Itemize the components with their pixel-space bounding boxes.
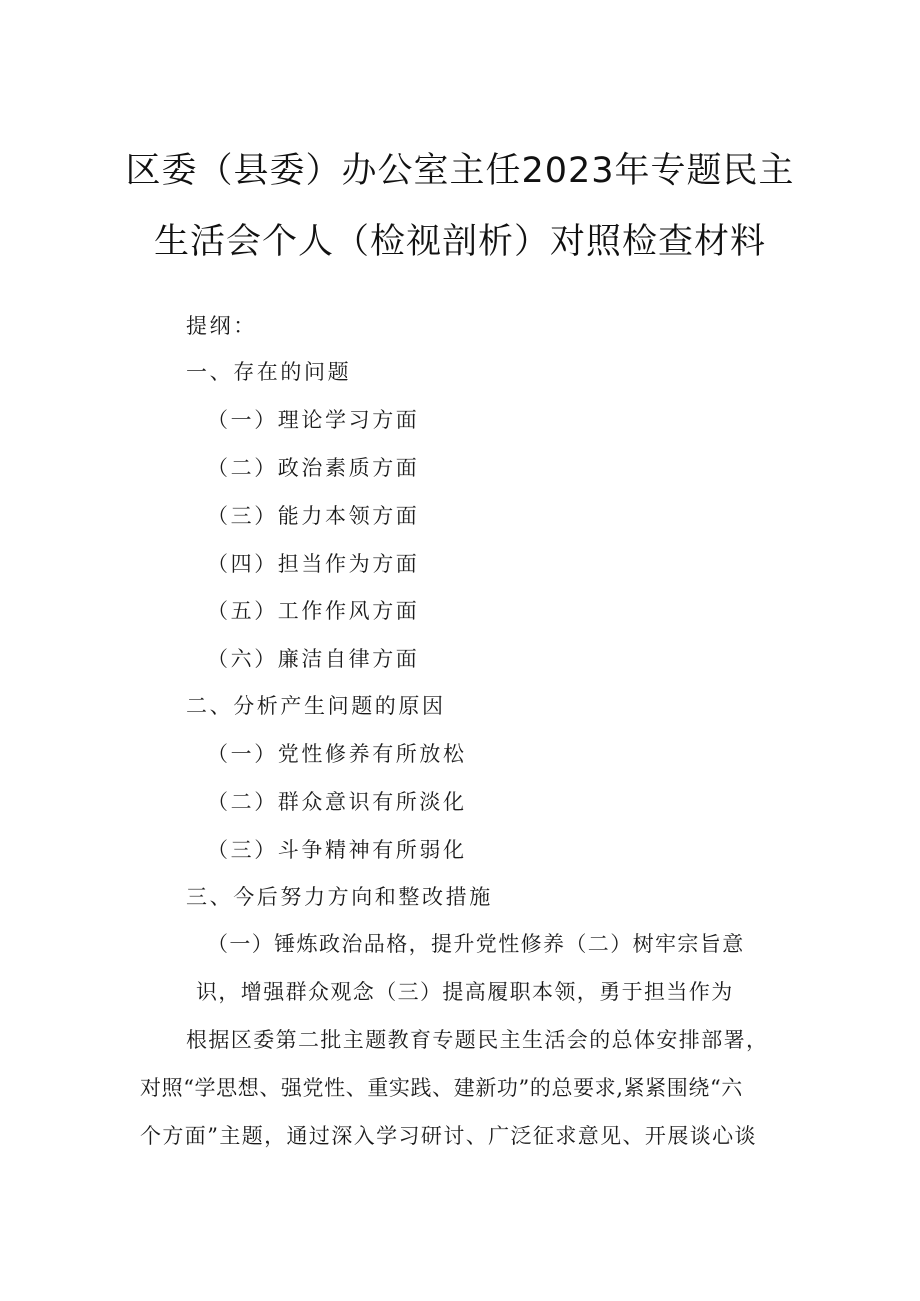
body-paragraph-line-2: 对照“学思想、强党性、重实践、建新功”的总要求,紧紧围绕“六	[140, 1076, 743, 1100]
section-3-line-2: 识，增强群众观念（三）提高履职本领，勇于担当作为	[196, 980, 734, 1004]
section-2-heading: 二、分析产生问题的原因	[186, 694, 446, 718]
section-1-item-3: （三）能力本领方面	[207, 504, 420, 528]
section-3-line-1: （一）锤炼政治品格，提升党性修养（二）树牢宗旨意	[207, 932, 745, 956]
section-1-item-4: （四）担当作为方面	[207, 552, 420, 576]
section-1-item-5: （五）工作作风方面	[207, 599, 420, 623]
section-1-item-1: （一）理论学习方面	[207, 408, 420, 432]
section-2-item-1: （一）党性修养有所放松	[207, 742, 467, 766]
body-paragraph-line-1: 根据区委第二批主题教育专题民主生活会的总体安排部署，	[186, 1028, 769, 1052]
section-2-item-3: （三）斗争精神有所弱化	[207, 838, 467, 862]
section-1-heading: 一、存在的问题	[186, 360, 352, 384]
body-paragraph-line-3: 个方面”主题，通过深入学习研讨、广泛征求意见、开展谈心谈	[140, 1124, 757, 1148]
outline-label: 提纲：	[186, 314, 257, 338]
document-title-line-2: 生活会个人（检视剖析）对照检查材料	[153, 222, 766, 262]
section-1-item-6: （六）廉洁自律方面	[207, 647, 420, 671]
document-title-line-1: 区委（县委）办公室主任2023年专题民主	[125, 151, 795, 191]
section-2-item-2: （二）群众意识有所淡化	[207, 790, 467, 814]
section-3-heading: 三、今后努力方向和整改措施	[186, 885, 493, 909]
section-1-item-2: （二）政治素质方面	[207, 456, 420, 480]
